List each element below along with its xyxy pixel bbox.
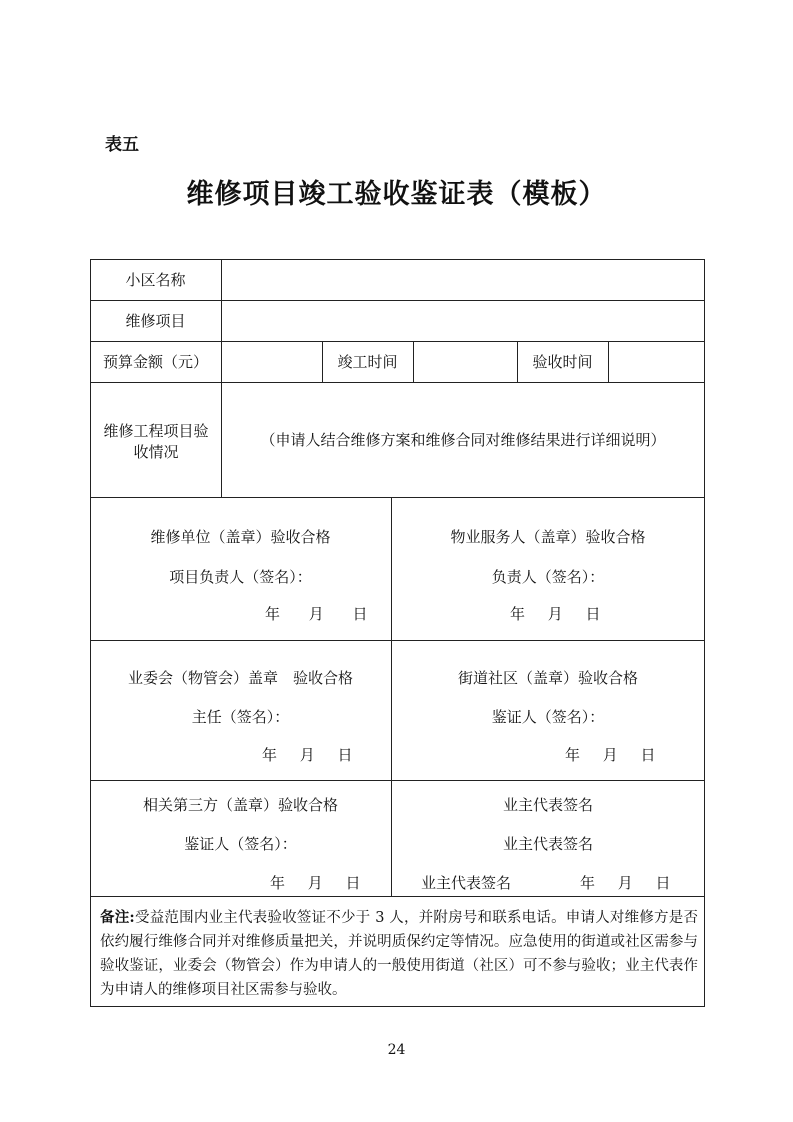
row-divider bbox=[90, 497, 705, 498]
property-service-signer: 负责人（签名）： bbox=[491, 568, 605, 586]
third-party-title: 相关第三方（盖章）验收合格 bbox=[142, 796, 338, 814]
community-name-label: 小区名称 bbox=[125, 271, 186, 289]
acceptance-time-field[interactable] bbox=[609, 342, 704, 382]
page-number: 24 bbox=[387, 1042, 406, 1058]
owners-committee-date: 年 月 日 bbox=[262, 746, 353, 764]
acceptance-status-label: 维修工程项目验收情况 bbox=[103, 422, 209, 461]
remarks-text: 受益范围内业主代表验收签证不少于 3 人，并附房号和联系电话。申请人对维修方是否依约履行维修合同并对维修质量把关，并说明质保约定等情况。应急使用的街道或社区需参与验收鉴证，业委会（物管会）作为申请人的一般使用街道（社区）可不参与验收；业主代表作为申请人的维修项目社区需参与验收。 bbox=[100, 910, 698, 998]
repair-unit-signer: 项目负责人（签名）： bbox=[169, 568, 312, 586]
completion-time-field[interactable] bbox=[414, 342, 517, 382]
owner-rep-line-3: 业主代表签名 bbox=[421, 874, 512, 892]
repair-unit-date: 年 月 日 bbox=[265, 605, 368, 623]
remarks-label: 备注: bbox=[100, 909, 135, 926]
owner-rep-date: 年 月 日 bbox=[580, 874, 671, 892]
repair-project-label: 维修项目 bbox=[125, 312, 186, 330]
page-title: 维修项目竣工验收鉴证表（模板） bbox=[186, 179, 607, 210]
budget-amount-field[interactable] bbox=[222, 342, 322, 382]
repair-unit-title: 维修单位（盖章）验收合格 bbox=[150, 528, 331, 546]
owner-rep-line-2: 业主代表签名 bbox=[502, 835, 593, 853]
street-community-title: 街道社区（盖章）验收合格 bbox=[457, 669, 638, 687]
community-name-field[interactable] bbox=[222, 260, 704, 300]
owners-committee-signer: 主任（签名）： bbox=[191, 708, 290, 726]
row-divider bbox=[90, 896, 705, 897]
street-community-signer: 鉴证人（签名）： bbox=[491, 708, 605, 726]
row-divider bbox=[90, 382, 705, 383]
row-divider bbox=[90, 640, 705, 641]
property-service-title: 物业服务人（盖章）验收合格 bbox=[450, 528, 646, 546]
budget-amount-label: 预算金额（元） bbox=[102, 353, 208, 371]
owners-committee-title: 业委会（物管会）盖章 验收合格 bbox=[127, 669, 353, 687]
acceptance-time-label: 验收时间 bbox=[532, 353, 593, 371]
acceptance-status-hint: （申请人结合维修方案和维修合同对维修结果进行详细说明） bbox=[260, 431, 666, 449]
street-community-date: 年 月 日 bbox=[565, 746, 656, 764]
repair-project-field[interactable] bbox=[222, 301, 704, 341]
completion-time-label: 竣工时间 bbox=[337, 353, 398, 371]
table-label: 表五 bbox=[105, 135, 139, 155]
row-divider bbox=[90, 780, 705, 781]
owner-rep-line-1: 业主代表签名 bbox=[502, 796, 593, 814]
third-party-date: 年 月 日 bbox=[270, 874, 361, 892]
third-party-signer: 鉴证人（签名）： bbox=[184, 835, 297, 853]
property-service-date: 年 月 日 bbox=[510, 605, 601, 623]
remarks bbox=[100, 906, 698, 1002]
